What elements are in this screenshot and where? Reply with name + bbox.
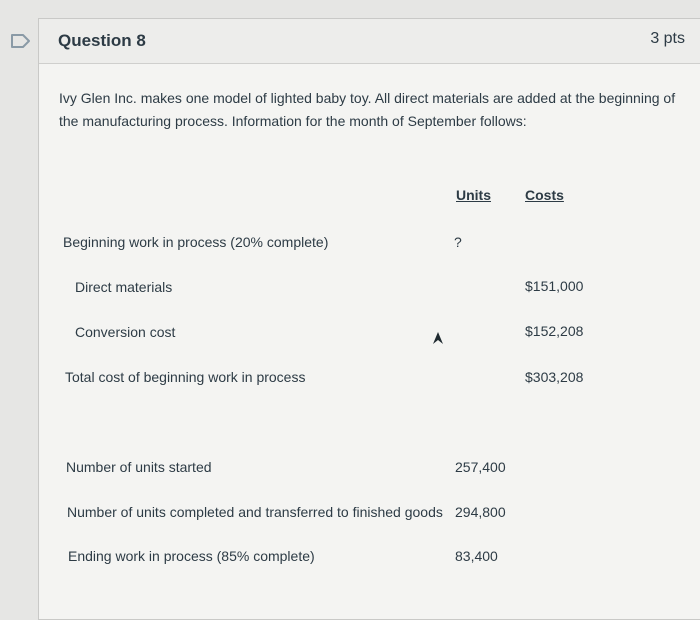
mouse-pointer-icon (432, 331, 444, 345)
question-card (38, 18, 700, 620)
row-units-beginning-wip: ? (454, 234, 462, 250)
row-costs-total-beginning-wip: $303,208 (525, 369, 584, 385)
question-title: Question 8 (58, 31, 146, 50)
row-units-units-completed: 294,800 (455, 504, 506, 520)
row-costs-conversion-cost: $152,208 (525, 323, 584, 339)
units-header: Units (456, 187, 491, 203)
row-label-conversion-cost: Conversion cost (75, 324, 176, 340)
row-label-total-beginning-wip: Total cost of beginning work in process (65, 369, 306, 385)
row-label-units-started: Number of units started (66, 459, 212, 475)
flag-question-icon[interactable] (10, 33, 32, 49)
row-units-ending-wip: 83,400 (455, 548, 498, 564)
row-costs-direct-materials: $151,000 (525, 278, 584, 294)
row-label-units-completed: Number of units completed and transferred to finished goods (67, 504, 443, 520)
question-text: Ivy Glen Inc. makes one model of lighted baby toy. All direct materials are added at the beginning of the manufacturing process. Information for the month of September follows: (59, 90, 676, 129)
row-label-ending-wip: Ending work in process (85% complete) (68, 548, 315, 564)
question-points: 3 pts (650, 30, 685, 47)
question-header (39, 19, 700, 64)
row-label-direct-materials: Direct materials (75, 279, 173, 295)
costs-header: Costs (525, 187, 564, 203)
row-units-units-started: 257,400 (455, 459, 506, 475)
row-label-beginning-wip: Beginning work in process (20% complete) (63, 234, 329, 250)
